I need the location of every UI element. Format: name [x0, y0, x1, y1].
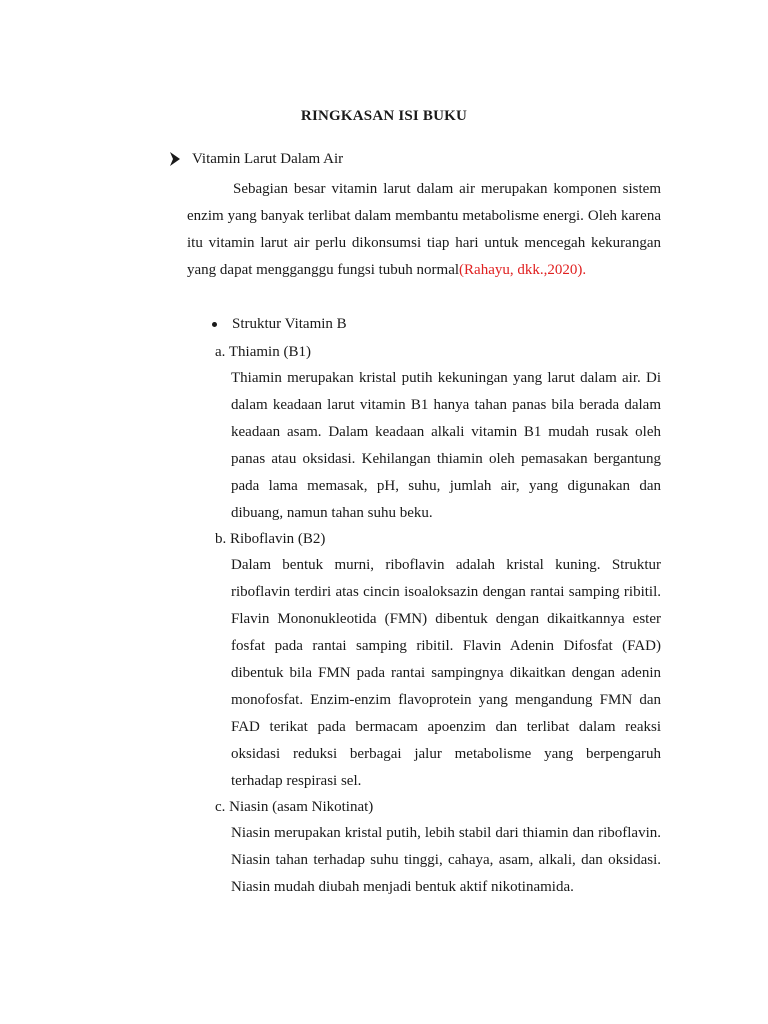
- bullet-heading: [212, 313, 347, 335]
- arrow-bullet-icon: [168, 150, 182, 168]
- item-paragraph-riboflavin: Dalam bentuk murni, riboflavin adalah kristal kuning. Struktur riboflavin terdiri atas cincin isoaloksazin dengan rantai samping ribitil. Flavin Mononukleotida (FMN) dibentuk dengan dikaitkannya ester fosfat pada rantai samping ribitil. Flavin Adenin Difosfat (FAD) dibentuk bila FMN pada rantai sampingnya dikaitkan dengan adenin monofosfat. Enzim-enzim flavoprotein yang mengandung FMN dan FAD terikat pada bermacam apoenzim dan terlibat dalam reaksi oksidasi reduksi berbagai jalur metabolisme yang berpengaruh terhadap respirasi sel.: [231, 557, 661, 789]
- page-title: RINGKASAN ISI BUKU: [300, 108, 468, 124]
- intro-paragraph: [187, 176, 661, 284]
- item-heading-thiamin: a. Thiamin (B1): [215, 344, 311, 360]
- item-paragraph-thiamin: Thiamin merupakan kristal putih kekuningan yang larut dalam air. Di dalam keadaan larut vitamin B1 hanya tahan panas bila berada dalam keadaan asam. Dalam keadaan alkali vitamin B1 mudah rusak oleh panas atau oksidasi. Kehilangan thiamin oleh pemasakan bergantung pada lama memasak, pH, suhu, jumlah air, yang digunakan dan dibuang, namun tahan suhu beku.: [231, 370, 661, 521]
- intro-text: Sebagian besar vitamin larut dalam air merupakan komponen sistem enzim yang banyak terlibat dalam membantu metabolisme energi. Oleh karena itu vitamin larut air perlu dikonsumsi tiap hari untuk mencegah kekurangan yang dapat mengganggu fungsi tubuh normal: [187, 181, 661, 278]
- item-heading-riboflavin: b. Riboflavin (B2): [215, 531, 326, 547]
- bullet-dot-icon: [212, 322, 217, 327]
- section-heading-text: Vitamin Larut Dalam Air: [192, 151, 344, 167]
- intro-citation: (Rahayu, dkk.,2020).: [459, 262, 587, 278]
- section-heading: [168, 148, 343, 170]
- bullet-heading-text: Struktur Vitamin B: [232, 316, 347, 332]
- item-heading-niasin: c. Niasin (asam Nikotinat): [215, 799, 374, 815]
- item-paragraph-niasin: Niasin merupakan kristal putih, lebih stabil dari thiamin dan riboflavin. Niasin tahan terhadap suhu tinggi, cahaya, asam, alkali, dan oksidasi. Niasin mudah diubah menjadi bentuk aktif nikotinamida.: [231, 825, 661, 895]
